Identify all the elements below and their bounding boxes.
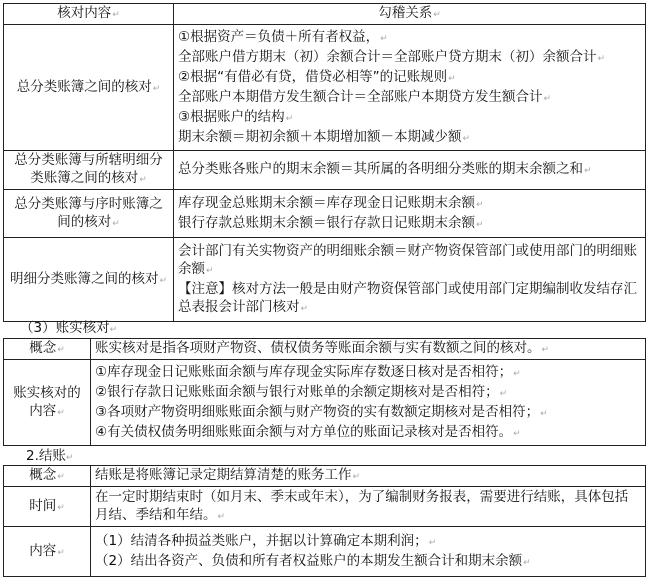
section-heading-closing: 2.结账 ↵ [26,447,73,467]
content-line: 期末余额＝期初余额＋本期增加额－本期减少额 ↵ [178,128,641,148]
row-content [174,190,646,238]
content-line: 全部账户本期借方发生额合计＝全部账户本期贷方发生额合计 ↵ [178,88,641,108]
row-content [91,527,646,577]
row-label-text: 概念 ↵ [29,340,65,356]
row-label [4,151,174,190]
row-label-text: 概念 ↵ [29,467,65,483]
content-line: ③根据账户的结构 ↵ [178,108,641,128]
content-line: （1）结清各种损益类账户，并据以计算确定本期利润； ↵ [95,532,641,552]
content-line: ②根据“有借必有贷，借贷必相等”的记账规则 ↵ [178,68,641,88]
row-label-text: 明细分类账簿之间的核对 ↵ [10,271,167,287]
table-row [4,360,646,446]
table-row [4,339,646,360]
content-line: ③各项财产物资明细账账面余额与财产物资的实有数额定期核对是否相符； ↵ [95,403,641,423]
row-content [174,151,646,190]
content-line: 在一定时期结束时（如月末、季末或年末），为了编制财务报表，需要进行结账，具体包括月结、季结和年结。 ↵ [95,488,641,526]
content-line: 银行存款总账期末余额＝银行存款日记账期末余额 ↵ [178,214,641,234]
table-row [4,151,646,190]
content-line: ④有关债权债务明细账账面余额与对方单位的账面记录核对是否相符。 ↵ [95,423,641,443]
content-line: 库存现金总账期末余额＝库存现金日记账期末余额 ↵ [178,194,641,214]
row-content [174,238,646,322]
table-row [4,487,646,527]
table-row [4,466,646,487]
header-label: 勾稽关系 ↵ [378,5,441,21]
row-label-text: 总分类账簿与所辖明细分类账簿之间的核对 ↵ [14,152,163,186]
row-label-text: 内容 ↵ [29,543,65,559]
row-content [91,466,646,487]
account-actual-table [3,338,646,446]
content-line: ①根据资产＝负债＋所有者权益， ↵ [178,28,641,48]
row-label-text: 时间 ↵ [29,498,65,514]
row-label [4,339,91,360]
table-row [4,238,646,322]
closing-table [3,465,646,577]
content-line: ②银行存款日记账账面余额与银行对账单的余额定期核对是否相符； ↵ [95,383,641,403]
row-label [4,487,91,527]
header-label: 核对内容 ↵ [57,5,120,21]
section-heading-account-vs-actual: （3）账实核对 ↵ [20,319,117,339]
content-line: 会计部门有关实物资产的明细账余额＝财产物资保管部门或使用部门的明细账余额 ↵ [178,242,641,280]
row-label-text: 总分类账簿与序时账簿之间的核对 ↵ [14,196,163,230]
row-label [4,360,91,446]
table-row [4,25,646,151]
table-row [4,527,646,577]
content-line: ①库存现金日记账账面余额与库存现金实际库存数逐日核对是否相符； ↵ [95,363,641,383]
table-row [4,190,646,238]
row-content [91,487,646,527]
row-content [91,339,646,360]
table-header-row [4,4,646,25]
content-line: 总分类账各账户的期末余额＝其所属的各明细分类账的期末余额之和 ↵ [178,160,641,180]
row-content [91,360,646,446]
row-label [4,527,91,577]
header-relation [174,4,646,25]
row-label [4,190,174,238]
content-line: （2）结出各资产、负债和所有者权益账户的本期发生额合计和期末余额 ↵ [95,552,641,572]
content-line: 【注意】核对方法一般是由财产物资保管部门或使用部门定期编制收发结存汇总表报会计部门核对 ↵ [178,280,641,318]
header-content [4,4,174,25]
content-line: 全部账户借方期末（初）余额合计＝全部账户贷方期末（初）余额合计 ↵ [178,48,641,68]
row-label [4,25,174,151]
content-line: 结账是将账簿记录定期结算清楚的账务工作 ↵ [95,466,641,486]
row-label [4,466,91,487]
row-label-text: 账实核对的内容 ↵ [13,385,81,419]
row-label-text: 总分类账簿之间的核对 ↵ [17,79,161,95]
row-label [4,238,174,322]
content-line: 账实核对是指各项财产物资、债权债务等账面余额与实有数额之间的核对。 ↵ [95,339,641,359]
reconciliation-table [3,3,646,322]
row-content [174,25,646,151]
